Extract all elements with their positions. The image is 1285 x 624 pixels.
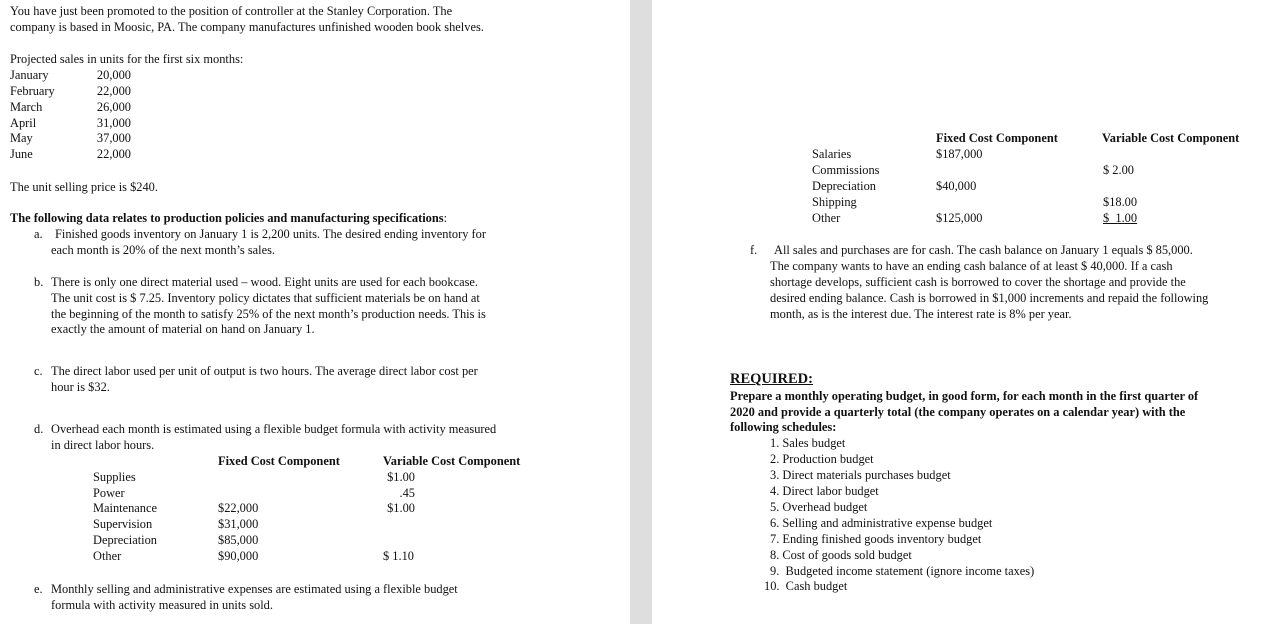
sales-heading: Projected sales in units for the first six months: [10,52,244,66]
item-c-marker: c. [34,364,43,378]
item-b-line-2: The unit cost is $ 7.25. Inventory policy dictates that sufficient materials be on hand at [51,291,480,305]
item-e-marker: e. [34,582,43,596]
sga-item: Shipping [812,195,857,209]
overhead-fixed: $31,000 [218,517,259,531]
policies-heading [10,211,447,227]
item-f-marker: f. [750,243,758,257]
overhead-item: Supervision [93,517,153,531]
sga-fixed: $187,000 [936,147,983,161]
sales-units: 37,000 [96,131,131,145]
sales-units: 26,000 [96,100,131,114]
right-page [652,0,1285,624]
item-b-line-1: There is only one direct material used – wood. Eight units are used for each bookcase. [51,275,478,289]
schedule-item: 5. Overhead budget [770,500,868,514]
overhead-item: Maintenance [93,501,157,515]
item-f-line-5: month, as is the interest due. The interest rate is 8% per year. [770,307,1072,321]
required-line-1: Prepare a monthly operating budget, in good form, for each month in the first quarter of [730,389,1199,403]
required-heading: REQUIRED: [730,371,813,387]
item-a-line-2: each month is 20% of the next month’s sales. [51,243,276,257]
policies-heading-colon: : [443,211,448,225]
policies-heading-text: The following data relates to production policies and manufacturing specifications [10,211,444,225]
sga-fixed: $125,000 [936,211,983,225]
schedule-item: 4. Direct labor budget [770,484,879,498]
intro-line-2: company is based in Moosic, PA. The company manufactures unfinished wooden book shelves. [10,20,484,34]
sga-variable: $ 1.00 [1103,211,1138,225]
sales-month: February [10,84,55,98]
sga-fixed-header: Fixed Cost Component [936,131,1058,145]
schedule-item: 6. Selling and administrative expense budget [770,516,993,530]
intro-line-1: You have just been promoted to the position of controller at the Stanley Corporation. The [10,4,453,18]
schedule-item: 3. Direct materials purchases budget [770,468,951,482]
item-f-line-1: All sales and purchases are for cash. The cash balance on January 1 equals $ 85,000. [774,243,1193,257]
schedule-item: 9. Budgeted income statement (ignore income taxes) [770,564,1035,578]
sales-month: April [10,116,37,130]
sga-item: Depreciation [812,179,876,193]
overhead-fixed: $22,000 [218,501,259,515]
item-d-marker: d. [34,422,44,436]
item-f-line-2: The company wants to have an ending cash balance of at least $ 40,000. If a cash [770,259,1173,273]
sales-units: 22,000 [96,147,131,161]
item-c-line-2: hour is $32. [51,380,110,394]
page-gutter [630,0,652,624]
overhead-item: Supplies [93,470,136,484]
item-d-line-1: Overhead each month is estimated using a flexible budget formula with activity measured [51,422,497,436]
overhead-item: Power [93,486,125,500]
overhead-variable-header: Variable Cost Component [383,454,521,468]
left-page [0,0,630,624]
item-c-line-1: The direct labor used per unit of output is two hours. The average direct labor cost per [51,364,478,378]
overhead-variable: $1.00 [387,501,415,515]
item-e-line-2: formula with activity measured in units sold. [51,598,273,612]
sga-item: Salaries [812,147,852,161]
sga-variable: $ 2.00 [1103,163,1134,177]
sales-month: June [10,147,33,161]
overhead-item: Other [93,549,122,563]
schedule-item: 2. Production budget [770,452,874,466]
overhead-item: Depreciation [93,533,157,547]
sales-units: 31,000 [96,116,131,130]
required-line-2: 2020 and provide a quarterly total (the company operates on a calendar year) with the [730,405,1186,419]
item-a-marker: a. [34,227,43,241]
item-d-line-2: in direct labor hours. [51,438,155,452]
overhead-variable: $ 1.10 [383,549,414,563]
sga-fixed: $40,000 [936,179,977,193]
item-f-line-3: shortage develops, sufficient cash is borrowed to cover the shortage and provide the [770,275,1186,289]
item-a-line-1: Finished goods inventory on January 1 is 2,200 units. The desired ending inventory for [55,227,486,241]
unit-price-text: The unit selling price is $240. [10,180,158,194]
item-b-marker: b. [34,275,44,289]
schedule-item: 8. Cost of goods sold budget [770,548,912,562]
overhead-fixed: $85,000 [218,533,259,547]
item-b-line-4: exactly the amount of material on hand on January 1. [51,322,315,336]
sga-item: Commissions [812,163,880,177]
sga-variable: $18.00 [1103,195,1138,209]
sales-month: January [10,68,49,82]
overhead-fixed: $90,000 [218,549,259,563]
item-f-line-4: desired ending balance. Cash is borrowed in $1,000 increments and repaid the following [770,291,1209,305]
required-line-3: following schedules: [730,420,837,434]
sales-month: March [10,100,43,114]
schedule-item: 1. Sales budget [770,436,846,450]
sales-month: May [10,131,33,145]
overhead-variable: .45 [399,486,415,500]
schedule-item: 10. Cash budget [764,579,848,593]
overhead-fixed-header: Fixed Cost Component [218,454,340,468]
sales-units: 20,000 [96,68,131,82]
schedule-item: 7. Ending finished goods inventory budget [770,532,982,546]
overhead-variable: $1.00 [387,470,415,484]
sga-variable-header: Variable Cost Component [1102,131,1240,145]
item-b-line-3: the beginning of the month to satisfy 25% of the next month’s production needs. This is [51,307,486,321]
sales-units: 22,000 [96,84,131,98]
item-e-line-1: Monthly selling and administrative expenses are estimated using a flexible budget [51,582,458,596]
sga-item: Other [812,211,841,225]
